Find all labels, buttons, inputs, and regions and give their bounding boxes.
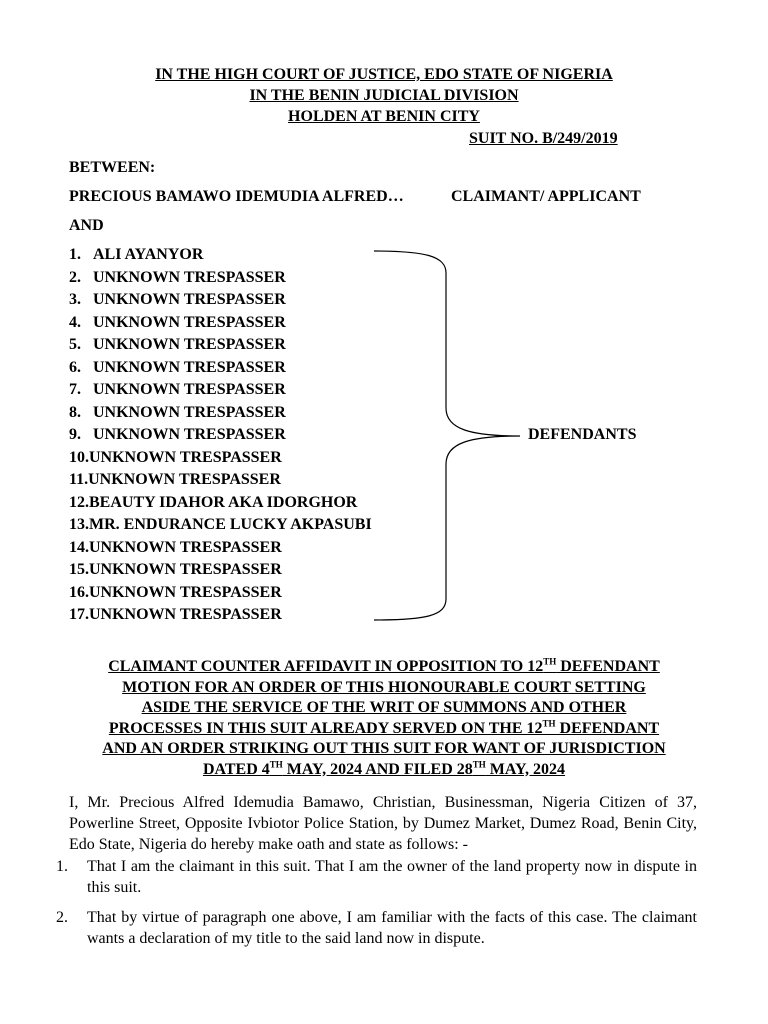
title-line: PROCESSES IN THIS SUIT ALREADY SERVED ON THE 12TH DEFENDANT [108,718,660,737]
defendant-item: 6. UNKNOWN TRESPASSER [69,358,286,376]
defendant-item: 13.MR. ENDURANCE LUCKY AKPASUBI [69,516,372,533]
title-line: MOTION FOR AN ORDER OF THIS HIONOURABLE COURT SETTING [122,678,646,696]
defendant-item: 17.UNKNOWN TRESPASSER [69,606,282,623]
and-label: AND [69,217,104,234]
between-label: BETWEEN: [69,159,156,176]
defendant-item: 5. UNKNOWN TRESPASSER [69,336,286,353]
title-line: CLAIMANT COUNTER AFFIDAVIT IN OPPOSITION TO 12TH DEFENDANT [108,656,660,675]
numbered-paragraph: 2. That by virtue of paragraph one above, I am familiar with the facts of this case. The claimant wants a declaration of my title to the said land now in dispute. [56,909,697,947]
defendant-item: 7. UNKNOWN TRESPASSER [69,381,286,398]
defendant-item: 8. UNKNOWN TRESPASSER [69,403,286,421]
holden-heading: HOLDEN AT BENIN CITY [288,108,480,125]
defendant-item: 12.BEAUTY IDAHOR AKA IDORGHOR [69,493,358,511]
document-title [60,657,708,780]
defendants-brace [370,248,530,624]
defendant-item: 4. UNKNOWN TRESPASSER [69,313,286,331]
defendant-item: 15.UNKNOWN TRESPASSER [69,561,282,578]
defendant-item: 10.UNKNOWN TRESPASSER [69,448,282,466]
defendant-item: 9. UNKNOWN TRESPASSER [69,426,286,443]
defendant-item: 14.UNKNOWN TRESPASSER [69,538,282,556]
suit-number: SUIT NO. B/249/2019 [469,130,618,147]
defendant-item: 1. ALI AYANYOR [69,246,204,263]
defendant-item: 16.UNKNOWN TRESPASSER [69,583,282,601]
title-line: AND AN ORDER STRIKING OUT THIS SUIT FOR WANT OF JURISDICTION [102,740,666,757]
numbered-paragraph: 1. That I am the claimant in this suit. That I am the owner of the land property now in dispute in this suit. [56,858,697,896]
title-line: ASIDE THE SERVICE OF THE WRIT OF SUMMONS AND OTHER [141,699,627,716]
defendant-item: 2. UNKNOWN TRESPASSER [69,268,286,286]
claimant-name: PRECIOUS BAMAWO IDEMUDIA ALFRED… [69,188,404,205]
defendants-label: DEFENDANTS [528,426,637,443]
claimant-role: CLAIMANT/ APPLICANT [451,188,641,205]
intro-paragraph: I, Mr. Precious Alfred Idemudia Bamawo, Christian, Businessman, Nigeria Citizen of 37, Powerline Street, Opposite Ivbiotor Police Station, by Dumez Market, Dumez Road, Benin City, Edo State, Nigeria do hereby make oath and state as follows: - [69,794,697,853]
division-heading: IN THE BENIN JUDICIAL DIVISION [249,87,519,104]
court-heading: IN THE HIGH COURT OF JUSTICE, EDO STATE OF NIGERIA [155,66,613,83]
title-line: DATED 4TH MAY, 2024 AND FILED 28TH MAY, 2024 [202,759,566,778]
defendant-item: 3. UNKNOWN TRESPASSER [69,291,286,308]
defendant-item: 11.UNKNOWN TRESPASSER [69,471,281,488]
